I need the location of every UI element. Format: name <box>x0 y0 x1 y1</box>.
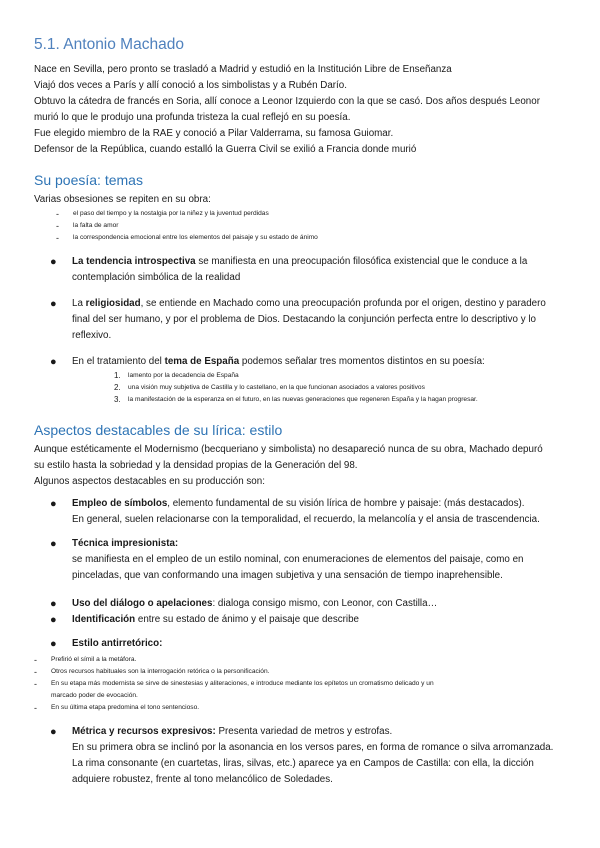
estilo-paragraph: Algunos aspectos destacables en su producción son: <box>34 476 265 487</box>
list-item-text: la falta de amor <box>73 222 119 229</box>
bullet-icon: ● <box>50 614 57 626</box>
temas-intro: Varias obsesiones se repiten en su obra: <box>34 194 211 205</box>
bold-term: Empleo de símbolos <box>72 498 168 509</box>
estilo-paragraph: su estilo hasta la sobriedad y la densidad propias de la Generación del 98. <box>34 460 358 471</box>
bullet-icon: ● <box>50 356 57 368</box>
bio-line: murió lo que le produjo una profunda tristeza la cual reflejó en su poesía. <box>34 112 351 123</box>
list-item <box>56 220 574 232</box>
dash-marker: - <box>56 221 59 231</box>
temas-dash-list <box>34 208 574 244</box>
bullet-espana: ● En el tratamiento del tema de España podemos señalar tres momentos distintos en su poesía: <box>34 354 574 370</box>
antirretorico-dash-list <box>34 654 574 714</box>
bio-line: Nace en Sevilla, pero pronto se trasladó a Madrid y estudió en la Institución Libre de Enseñanza <box>34 64 452 75</box>
bold-term: Identificación <box>72 614 136 625</box>
list-item: 3. la manifestación de la esperanza en el futuro, en las nuevas generaciones que regeneren España y la hagan progresar. <box>114 395 478 404</box>
bio-line: Viajó dos veces a París y allí conoció a los simbolistas y a Rubén Darío. <box>34 80 347 91</box>
bold-term: tema de España <box>164 356 240 367</box>
bio-line: Defensor de la República, cuando estalló la Guerra Civil se exilió a Francia donde murió <box>34 144 417 155</box>
bullet-introspectiva: ● La tendencia introspectiva se manifiesta en una preocupación filosófica existencial que le conduce a la contemplación simbólica de la realidad <box>34 254 574 286</box>
list-item: marcado poder de evocación. <box>51 692 138 699</box>
bullet-icon: ● <box>50 638 57 650</box>
bold-term: Estilo antirretórico: <box>72 638 163 649</box>
bold-term: Uso del diálogo o apelaciones <box>72 598 213 609</box>
dash-marker: - <box>34 667 37 677</box>
list-item-text: la correspondencia emocional entre los elementos del paisaje y su estado de ánimo <box>73 234 318 241</box>
bullet-icon: ● <box>50 598 57 610</box>
list-item: 2. una visión muy subjetiva de Castilla y lo castellano, en la que funcionan asociados a valores positivos <box>114 383 425 392</box>
list-item: - Otros recursos habituales son la interrogación retórica o la personificación. <box>34 667 270 677</box>
bullet-religiosidad: ● La religiosidad, se entiende en Machado como una preocupación profunda por el origen, destino y paradero final del ser humano, y por el problema de Dios. Destacando la conjunción perfecta entre lo descriptivo y lo reflexivo. <box>34 296 574 344</box>
list-item <box>56 208 574 220</box>
list-item-text: el paso del tiempo y la nostalgia por la niñez y la juventud perdidas <box>73 210 269 217</box>
page-title: 5.1. Antonio Machado <box>34 36 184 53</box>
dash-marker: - <box>56 209 59 219</box>
bold-term: Métrica y recursos expresivos: <box>72 726 216 737</box>
list-item: 1. lamento por la decadencia de España <box>114 371 239 380</box>
estilo-paragraph: Aunque estéticamente el Modernismo (becqueriano y simbolista) no desapareció nunca de su obra, Machado depuró <box>34 444 543 455</box>
bullet-icon: ● <box>50 298 57 310</box>
dash-marker: - <box>34 655 37 665</box>
list-item: - En su última etapa predomina el tono sentencioso. <box>34 703 200 713</box>
bio-line: Fue elegido miembro de la RAE y conoció a Pilar Valderrama, su famosa Guiomar. <box>34 128 394 139</box>
bullet-icon: ● <box>50 256 57 268</box>
list-item <box>56 232 574 244</box>
bullet-dialogo: ● Uso del diálogo o apelaciones: dialoga consigo mismo, con Leonor, con Castilla… <box>34 596 574 612</box>
bold-term: La tendencia introspectiva <box>72 256 196 267</box>
bullet-icon: ● <box>50 538 57 550</box>
bullet-identificacion: ● Identificación entre su estado de ánimo y el paisaje que describe <box>34 612 574 628</box>
bullet-antirretorico <box>34 636 574 652</box>
bio-line: Obtuvo la cátedra de francés en Soria, allí conoce a Leonor Izquierdo con la que se casó. Dos años después Leonor <box>34 96 540 107</box>
bullet-icon: ● <box>50 498 57 510</box>
document-page <box>34 36 574 788</box>
bold-term: religiosidad <box>85 298 141 309</box>
biography <box>34 62 574 158</box>
bold-term: Técnica impresionista: <box>72 538 179 549</box>
dash-marker: - <box>56 233 59 243</box>
section-heading-estilo: Aspectos destacables de su lírica: estilo <box>34 422 283 438</box>
bullet-impresionista: ● Técnica impresionista: se manifiesta en el empleo de un estilo nominal, con enumeraciones de elementos del paisaje, como en pinceladas, que van conformando una imagen subjetiva y una sensación de tiempo inaprehensible. <box>34 536 574 584</box>
list-item: - En su etapa más modernista se sirve de sinestesias y aliteraciones, e introduce mediante los epítetos un cromatismo delicado y un <box>34 679 434 689</box>
dash-marker: - <box>34 703 37 713</box>
bullet-icon: ● <box>50 726 57 738</box>
section-heading-temas: Su poesía: temas <box>34 172 143 188</box>
bullet-simbolos: ● Empleo de símbolos, elemento fundamental de su visión lírica de hombre y paisaje: (más destacados). En general, suelen relacionarse con la temporalidad, el recuerdo, la melancolía y el ansia de trascendencia. <box>34 496 574 528</box>
list-item: - Prefirió el símil a la metáfora. <box>34 655 137 665</box>
dash-marker: - <box>34 679 37 689</box>
bullet-metrica: ● Métrica y recursos expresivos: Presenta variedad de metros y estrofas. En su primera obra se inclinó por la asonancia en los versos pares, en forma de romance o silva arromanzada. La rima consonante (en cuartetas, liras, silvas, etc.) aparece ya en Campos de Castilla: con ella, la dicción adquiere robustez, frente al tono melancólico de Soledades. <box>34 724 574 788</box>
espana-numbered-list <box>34 370 574 406</box>
